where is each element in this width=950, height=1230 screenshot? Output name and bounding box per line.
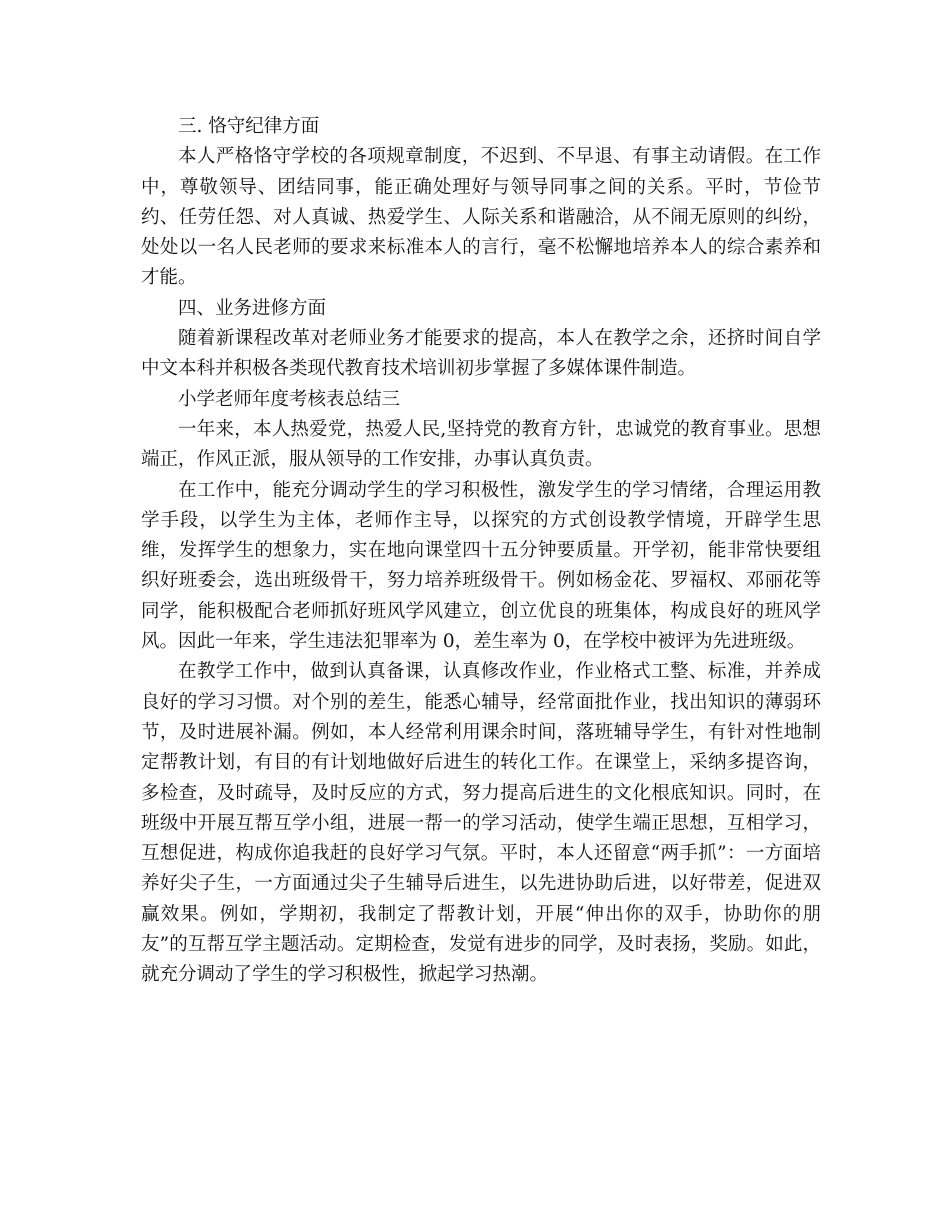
heading-study: 四、业务进修方面: [178, 297, 327, 319]
document-body: [141, 112, 821, 991]
paragraph-discipline: 本人严格恪守学校的各项规章制度，不迟到、不早退、有事主动请假。在工作中，尊敬领导、团结同事，能正确处理好与领导同事之间的关系。平时，节俭节约、任劳任怨、对人真诚、热爱学生、人际关系和谐融洽，从不闹无原则的纠纷，处处以一名人民老师的要求来标准本人的言行，毫不松懈地培养本人的综合素养和才能。: [141, 146, 821, 289]
heading-discipline: 三. 恪守纪律方面: [178, 116, 320, 137]
paragraph-study: 随着新课程改革对老师业务才能要求的提高，本人在教学之余，还挤时间自学中文本科并积极各类现代教育技术培训初步掌握了多媒体课件制造。: [141, 328, 821, 380]
paragraph-teaching: 在教学工作中，做到认真备课，认真修改作业，作业格式工整、标准，并养成良好的学习习惯。对个别的差生，能悉心辅导，经常面批作业，找出知识的薄弱环节，及时进展补漏。例如，本人经常利用课余时间，落班辅导学生，有针对性地制定帮教计划，有目的有计划地做好后进生的转化工作。在课堂上，采纳多提咨询，多检查，及时疏导，及时反应的方式，努力提高后进生的文化根底知识。同时，在班级中开展互帮互学小组，进展一帮一的学习活动，使学生端正思想，互相学习，互想促进，构成你追我赶的良好学习气氛。平时，本人还留意“两手抓”：一方面培养好尖子生，一方面通过尖子生辅导后进生，以先进协助后进，以好带差，促进双赢效果。例如，学期初，我制定了帮教计划，开展“伸出你的双手，协助你的朋友”的互帮互学主题活动。定期检查，发觉有进步的同学，及时表扬，奖励。如此，就充分调动了学生的学习积极性，掀起学习热潮。: [141, 661, 821, 986]
paragraph-work: 在工作中，能充分调动学生的学习积极性，激发学生的学习情绪，合理运用教学手段，以学生为主体，老师作主导，以探究的方式创设教学情境，开辟学生思维，发挥学生的想象力，实在地向课堂四十五分钟要质量。开学初，能非常快要组织好班委会，选出班级骨干，努力培养班级骨干。例如杨金花、罗福权、邓丽花等同学，能积极配合老师抓好班风学风建立，创立优良的班集体，构成良好的班风学风。因此一年来，学生违法犯罪率为 0，差生率为 0，在学校中被评为先进班级。: [141, 479, 821, 653]
heading-summary-three: 小学老师年度考核表总结三: [178, 388, 401, 410]
paragraph-politics: 一年来，本人热爱党，热爱人民,坚持党的教育方针，忠诚党的教育事业。思想端正，作风正派，服从领导的工作安排，办事认真负责。: [141, 418, 821, 471]
